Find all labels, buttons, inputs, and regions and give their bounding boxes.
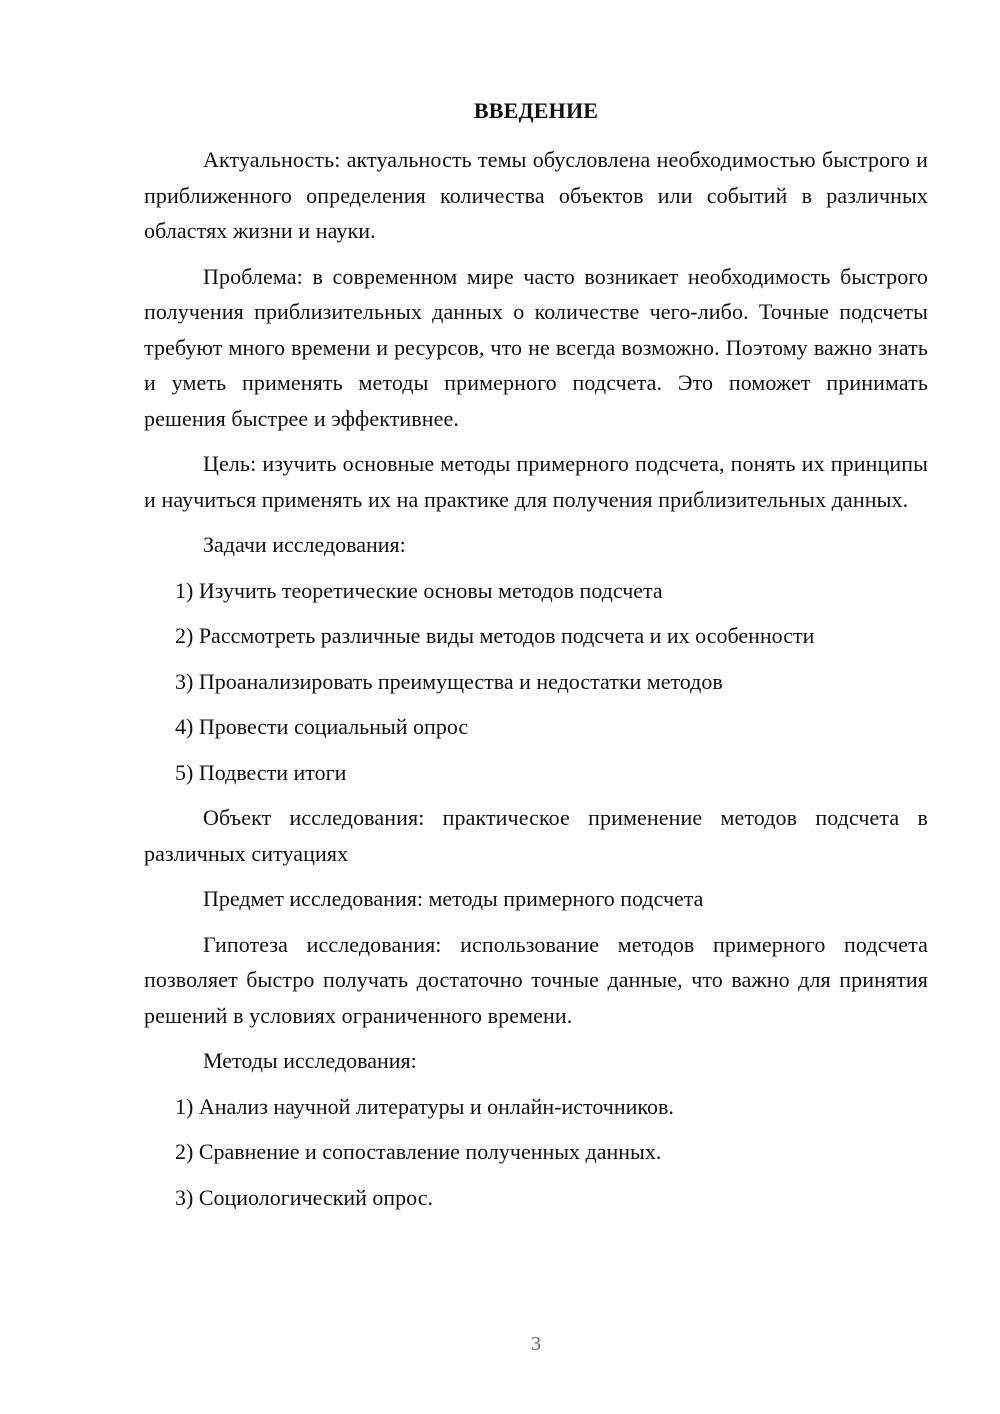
object-paragraph: Объект исследования: практическое применение методов подсчета в различных ситуациях: [144, 805, 928, 866]
relevance-paragraph: Актуальность: актуальность темы обусловлена необходимостью быстрого и приближенного определения количества объектов или событий в различных областях жизни и науки.: [144, 147, 928, 243]
list-item: 5) Подвести итоги: [175, 759, 347, 785]
document-page: [144, 94, 928, 1225]
list-item: 1) Анализ научной литературы и онлайн-источников.: [175, 1093, 674, 1119]
methods-list: [144, 1089, 928, 1216]
list-item: 3) Социологический опрос.: [175, 1184, 433, 1210]
tasks-heading: Задачи исследования:: [203, 532, 406, 557]
list-item: 2) Сравнение и сопоставление полученных данных.: [175, 1139, 662, 1164]
hypothesis-paragraph: Гипотеза исследования: использование методов примерного подсчета позволяет быстро получать достаточно точные данные, что важно для принятия решений в условиях ограниченного времени.: [144, 931, 928, 1028]
problem-paragraph: Проблема: в современном мире часто возникает необходимость быстрого получения приблизительных данных о количестве чего-либо. Точные подсчеты требуют много времени и ресурсов, что не всегда возможно. Поэтому важно знать и уметь применять методы примерного подсчета. Это поможет принимать решения быстрее и эффективнее.: [144, 263, 928, 431]
list-item: 2) Рассмотреть различные виды методов подсчета и их особенности: [175, 623, 815, 648]
list-item: 1) Изучить теоретические основы методов подсчета: [175, 577, 663, 603]
methods-heading: Методы исследования:: [203, 1048, 417, 1073]
subject-paragraph: Предмет исследования: методы примерного подсчета: [203, 886, 704, 911]
list-item: 4) Провести социальный опрос: [175, 714, 469, 739]
tasks-list: [144, 573, 928, 791]
page-number: 3: [531, 1333, 541, 1355]
page-title: ВВЕДЕНИЕ: [473, 98, 599, 123]
list-item: 3) Проанализировать преимущества и недостатки методов: [175, 668, 723, 694]
goal-paragraph: Цель: изучить основные методы примерного подсчета, понять их принципы и научиться применять их на практике для получения приблизительных данных.: [144, 451, 928, 512]
